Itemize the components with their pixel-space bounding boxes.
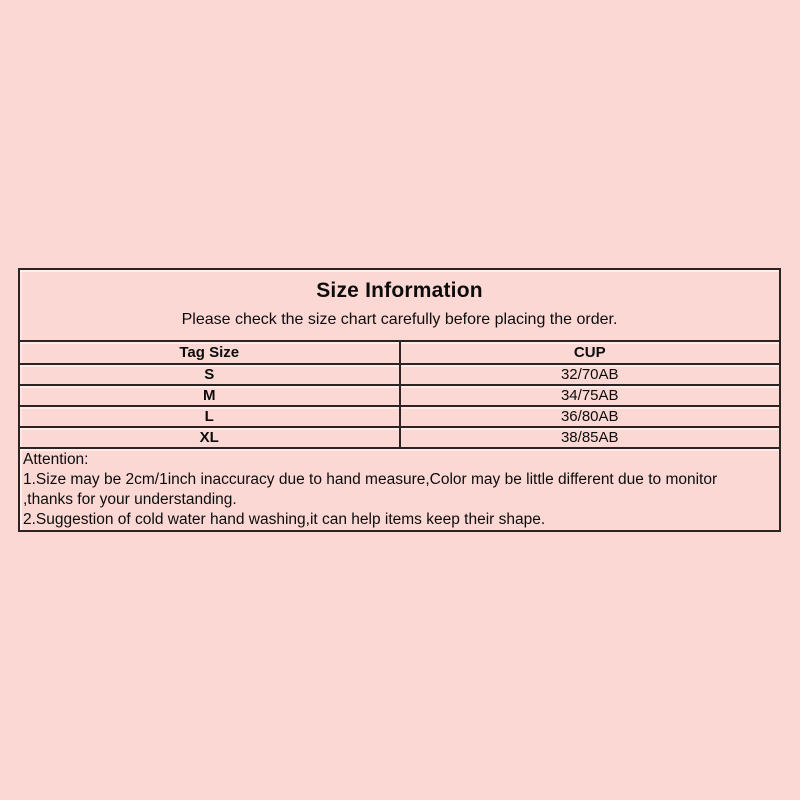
- attention-line-3: 2.Suggestion of cold water hand washing,it can help items keep their shape.: [23, 511, 546, 528]
- tag-size-cell: M: [20, 386, 401, 405]
- attention-line-1: 1.Size may be 2cm/1inch inaccuracy due to hand measure,Color may be little different due to monitor: [23, 471, 718, 488]
- table-row-m: [20, 384, 779, 405]
- table-row-l: [20, 405, 779, 426]
- size-chart-subtitle: Please check the size chart carefully before placing the order.: [181, 311, 618, 328]
- column-header-cup: CUP: [401, 342, 780, 363]
- column-header-tag-size: Tag Size: [20, 342, 401, 363]
- attention-heading: Attention:: [23, 451, 89, 468]
- size-chart-table: [18, 268, 781, 532]
- tag-size-cell: XL: [20, 428, 401, 447]
- table-header-row: [20, 340, 779, 363]
- tag-size-cell: S: [20, 365, 401, 384]
- title-cell: [20, 270, 779, 340]
- size-chart-title: Size Information: [316, 279, 483, 302]
- table-row-xl: [20, 426, 779, 447]
- table-row-s: [20, 363, 779, 384]
- attention-line-2: ,thanks for your understanding.: [23, 491, 237, 508]
- cup-cell: 32/70AB: [401, 365, 780, 384]
- attention-section: [20, 447, 779, 530]
- cup-cell: 38/85AB: [401, 428, 780, 447]
- cup-cell: 34/75AB: [401, 386, 780, 405]
- cup-cell: 36/80AB: [401, 407, 780, 426]
- tag-size-cell: L: [20, 407, 401, 426]
